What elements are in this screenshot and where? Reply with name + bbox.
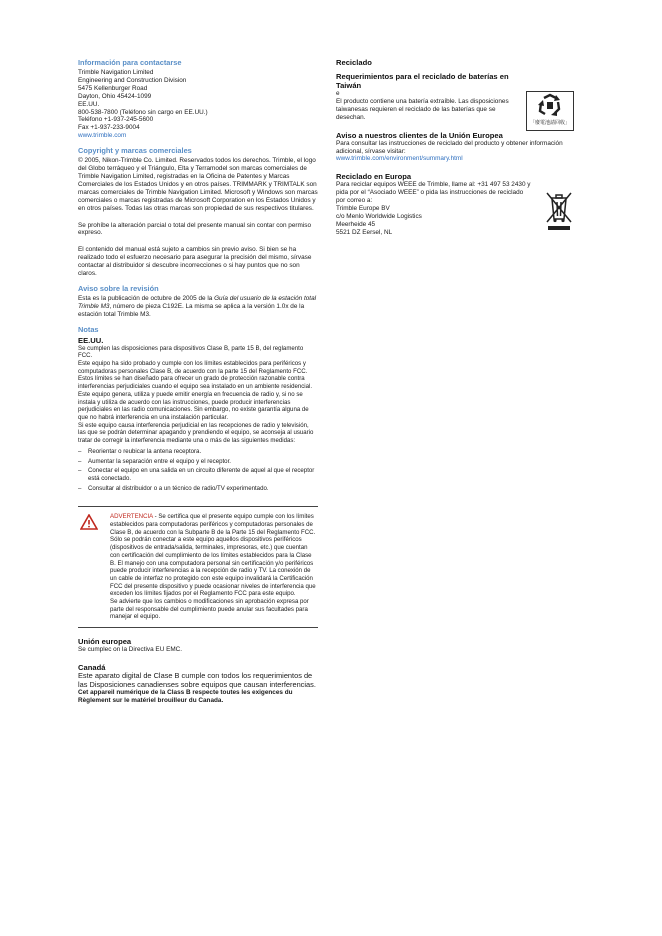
- list-item: – Reorientar o reubicar la antena receptora.: [78, 448, 318, 456]
- warning-triangle-icon: [80, 514, 98, 530]
- list-item: – Consultar al distribuidor o a un técnico de radio/TV experimentado.: [78, 485, 318, 493]
- europe-recycling-heading: Reciclado en Europa: [336, 172, 412, 182]
- eu-customers-text: Para consultar las instrucciones de reciclado del producto y obtener información adicional, sírvase visitar:: [336, 139, 563, 155]
- warning-box: [78, 506, 318, 628]
- list-item: – Conectar el equipo en una salida en un circuito diferente de aquel al que el receptor está conectado.: [78, 467, 318, 482]
- copyright-heading: Copyright y marcas comerciales: [78, 146, 192, 156]
- revision-text: [78, 295, 318, 319]
- warning-body: - Se certifica que el presente equipo cumple con los límites establecidos para computadoras periféricos y computadoras personales de Clase B, de acuerdo con la Subparte B de la Parte 15 del Reglamento FCC. Sólo se podrán conectar a este equipo aquellos dispositivos periféricos (dispositivos de entrada/salida, terminales, impresoras, etc.) que cuentan con certificación del cumplimiento de los límites establecidos para la Clase B. El manejo con una computadora personal sin certificación y/o periféricos puede producir interferencias a la recepción de radio y TV. La conexión de un cable de interfaz no protegido con este equipo invalidará la Certificación FCC del presente dispositivo y puede ocasionar niveles de interferencia que exceden los límites fijados por el Reglamento FCC para este equipo. Se advierte que los cambios o modificaciones sin aprobación expresa por parte del responsable del cumplimiento puede anular sus facultades para manejar el equipo.: [110, 513, 316, 621]
- fcc-interference-text: Si este equipo causa interferencia perjudicial en las recepciones de radio y televisión, las que se podrán determinar apagando y prendiendo el equipo, se aconseja al usuario tratar de corregir la interferencia mediante una o más de las siguientes medidas:: [78, 421, 314, 445]
- list-item: – Aumentar la separación entre el equipo y el receptor.: [78, 458, 318, 466]
- notes-heading: Notas: [78, 324, 99, 334]
- right-column: [336, 58, 576, 237]
- contact-url-link[interactable]: www.trimble.com: [78, 132, 127, 140]
- eu-heading: Unión europea: [78, 637, 132, 647]
- battery-recycling-icon: [526, 91, 574, 131]
- environment-url-link[interactable]: www.trimble.com/environment/summary.html: [336, 155, 463, 163]
- interference-measures-list: [78, 448, 318, 493]
- revision-guide-title: Guía del usuario de la estación total Trimble M3: [78, 294, 317, 310]
- recycling-heading: Reciclado: [336, 58, 372, 67]
- canada-text-fr: Cet appareil numérique de la Class B respecte toutes les exigences du Règlement sur le matériel brouilleur du Canada.: [78, 689, 293, 705]
- recycle-arrows-icon: [527, 92, 573, 120]
- taiwan-e: e: [336, 90, 340, 97]
- copyright-text: © 2005, Nikon-Trimble Co. Limited. Reservados todos los derechos. Trimble, el logo del Globo terráqueo y el Triángulo, Elta y Terramodel son marcas comerciales de Trimble Navigation Limited, registradas en la Oficina de Patentes y Marcas Comerciales de los Estados Unidos y en otros países. TRIMMARK y TRIMTALK son marcas comerciales de Trimble Navigation Limited. Microsoft y Windows son marcas comerciales o marcas registradas de Microsoft Corporation en los Estados Unidos y en otros países. Todas las otras marcas son propiedad de sus respectivos titulares.: [78, 157, 318, 212]
- canada-text-es: Este aparato digital de Clase B cumple con todos los requerimientos de las Disposiciones canadienses sobre equipos que causan interferencias.: [78, 671, 316, 689]
- taiwan-heading: Requerimientos para el reciclado de baterías en Taiwán: [336, 72, 509, 90]
- contact-heading: Información para contactarse: [78, 58, 182, 67]
- revision-text-post: , número de pieza C192E. La misma se aplica a la versión 1.0x de la estación total Trimble M3.: [78, 302, 305, 318]
- europe-recycling-text: Para reciclar equipos WEEE de Trimble, llame al: +31 497 53 2430 y pida por el “Asociado WEEE” o pida las instrucciones de reciclado por correo a: Trimble Europe BV c/o Menlo Worldwide Logistics Meerheide 45 5521 DZ Eersel, NL: [336, 181, 531, 236]
- weee-crossed-bin-icon: [544, 189, 574, 231]
- contact-address: Trimble Navigation Limited Engineering and Construction Division 5475 Kellenburger Road Dayton, Ohio 45424-1099 EE.UU. 800-538-7800 (Teléfono sin cargo en EE.UU.) Teléfono +1-937-245-5600 Fax +1-937-233-9004: [78, 69, 208, 132]
- taiwan-text: El producto contiene una batería extraíble. Las disposiciones taiwanesas requieren el reciclado de las baterías que se desechan.: [336, 97, 509, 121]
- changes-notice: El contenido del manual está sujeto a cambios sin previo aviso. Si bien se ha realizado todo el esfuerzo necesario para asegurar la precisión del mismo, sírvase contactar al distribuidor si descubre incorrecciones o si hay puntos que no son claros.: [78, 246, 312, 278]
- fcc-class-b-text: Se cumplen las disposiciones para dispositivos Clase B, parte 15 B, del reglamento FCC.: [78, 344, 304, 360]
- usa-subheading: EE.UU.: [78, 335, 104, 345]
- revision-heading: Aviso sobre la revisión: [78, 283, 159, 293]
- left-column: [78, 58, 318, 705]
- recycling-icon-caption: 「廢電池請回收」: [529, 120, 570, 126]
- canada-heading: Canadá: [78, 663, 106, 673]
- alteration-notice: Se prohíbe la alteración parcial o total del presente manual sin contar con permiso expreso.: [78, 221, 312, 237]
- fcc-tested-text: Este equipo ha sido probado y cumple con los límites establecidos para periféricos y computadoras personales Clase B, de acuerdo con la parte 15 del Reglamento FCC. Estos límites se han diseñado para ofrecer un grado de protección razonable contra interferencias perjudiciales cuando el equipo sea instalado en un ambiente residencial. Este equipo genera, utiliza y puede emitir energía en frecuencia de radio y, si no se instala y utiliza de acuerdo con las instrucciones, puede producir interferencias perjudiciales en las radio comunicaciones. Sin embargo, no existe garantía alguna de que no habrá interferencia en una instalación particular.: [78, 360, 313, 421]
- eu-text: Se cumplec on la Directiva EU EMC.: [78, 646, 183, 654]
- eu-customers-heading: Aviso a nuestros clientes de la Unión Europea: [336, 130, 503, 140]
- warning-text: [110, 513, 318, 621]
- revision-text-pre: Esta es la publicación de octubre de 2005 de la: [78, 294, 215, 302]
- warning-label: ADVERTENCIA: [110, 513, 153, 521]
